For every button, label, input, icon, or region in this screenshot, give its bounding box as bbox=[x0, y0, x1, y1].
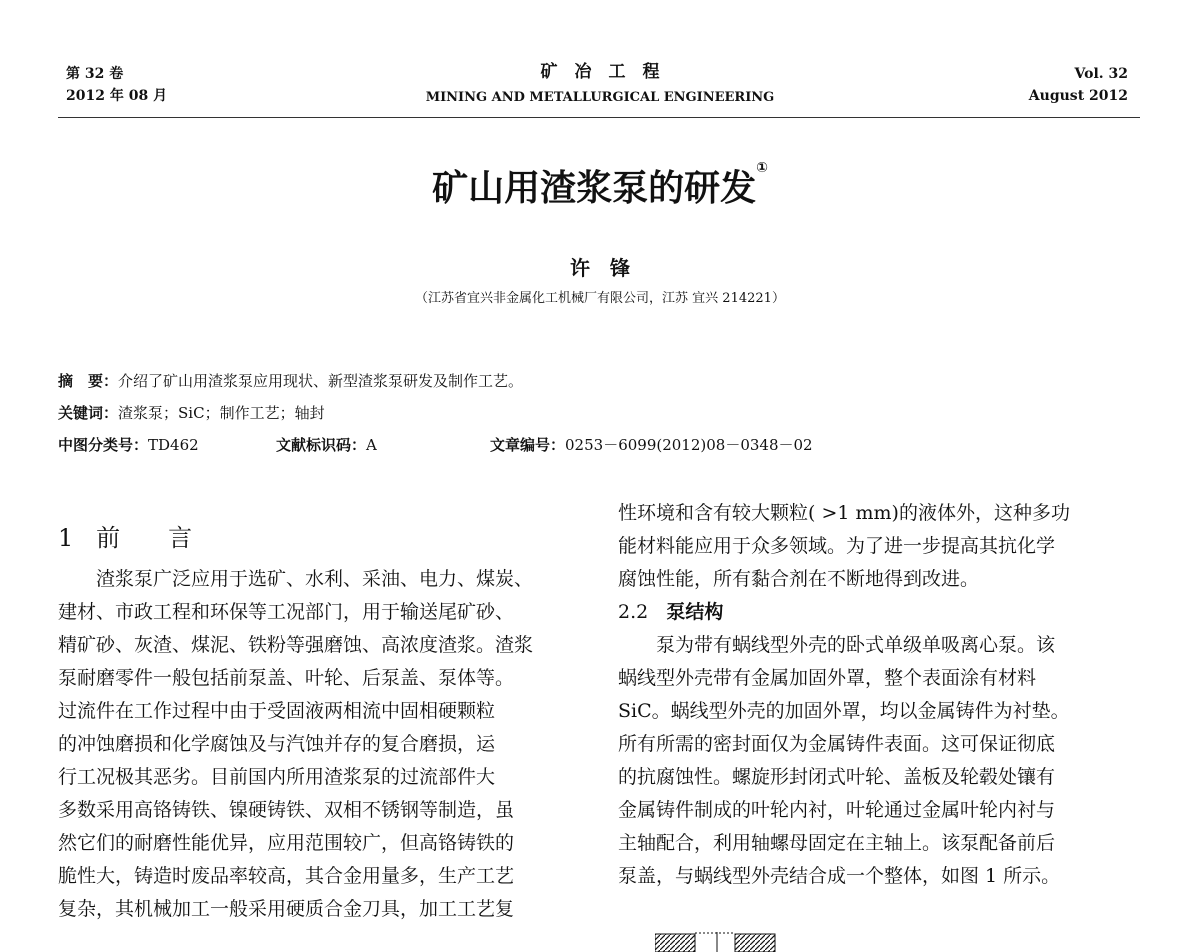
body-line: 泵耐磨零件一般包括前泵盖、叶轮、后泵盖、泵体等。 bbox=[58, 667, 515, 689]
section-number: 1 bbox=[58, 524, 74, 552]
body-line: 的冲蚀磨损和化学腐蚀及与汽蚀并存的复合磨损，运 bbox=[58, 733, 496, 755]
article-number bbox=[490, 434, 813, 455]
affiliation: （江苏省宜兴非金属化工机械厂有限公司，江苏 宜兴 214221） bbox=[415, 291, 785, 306]
keywords bbox=[58, 402, 325, 423]
header-volume: 第 32 卷 bbox=[66, 66, 124, 82]
body-line: 的抗腐蚀性。螺旋形封闭式叶轮、盖板及轮毂处镶有 bbox=[618, 766, 1056, 788]
section-title: 前 言 bbox=[96, 524, 193, 552]
keywords-text: 渣浆泵；SiC；制作工艺；轴封 bbox=[118, 404, 325, 422]
doc-code-value: A bbox=[366, 436, 377, 454]
body-line: 行工况极其恶劣。目前国内所用渣浆泵的过流部件大 bbox=[58, 766, 496, 788]
abstract bbox=[58, 370, 523, 391]
classification bbox=[58, 434, 199, 455]
body-line: SiC。蜗线型外壳的加固外罩，均以金属铸件为衬垫。 bbox=[618, 700, 1070, 722]
body-line: 泵盖，与蜗线型外壳结合成一个整体，如图 1 所示。 bbox=[618, 865, 1061, 887]
document-code bbox=[276, 434, 377, 455]
title-footnote-mark: ① bbox=[756, 160, 768, 176]
figure-1-pump-drawing bbox=[655, 930, 795, 952]
clc-value: TD462 bbox=[148, 436, 199, 454]
header-rule bbox=[58, 117, 1140, 118]
header-date-en: August 2012 bbox=[1028, 88, 1128, 104]
body-line: 主轴配合，利用轴螺母固定在主轴上。该泵配备前后 bbox=[618, 832, 1056, 854]
section-heading bbox=[58, 522, 533, 555]
right-column bbox=[618, 497, 1070, 893]
abstract-label: 摘 要： bbox=[58, 372, 119, 390]
body-line: 性环境和含有较大颗粒( >1 mm)的液体外，这种多功 bbox=[618, 502, 1070, 524]
abstract-text: 介绍了矿山用渣浆泵应用现状、新型渣浆泵研发及制作工艺。 bbox=[118, 372, 524, 390]
body-line: 金属铸件制成的叶轮内衬，叶轮通过金属叶轮内衬与 bbox=[618, 799, 1056, 821]
body-line: 过流件在工作过程中由于受固液两相流中固相硬颗粒 bbox=[58, 700, 496, 722]
paper-title bbox=[0, 160, 1200, 211]
body-line: 渣浆泵广泛应用于选矿、水利、采油、电力、煤炭、 bbox=[96, 568, 534, 590]
author: 许 锋 bbox=[570, 256, 630, 280]
clc-label: 中图分类号： bbox=[58, 436, 149, 454]
body-line: 复杂，其机械加工一般采用硬质合金刀具，加工工艺复 bbox=[58, 898, 515, 920]
body-line: 脆性大，铸造时废品率较高，其合金用量多，生产工艺 bbox=[58, 865, 515, 887]
keywords-label: 关键词： bbox=[58, 404, 119, 422]
body-line: 泵为带有蜗线型外壳的卧式单级单吸离心泵。该 bbox=[656, 634, 1056, 656]
body-line: 然它们的耐磨性能优异，应用范围较广，但高铬铸铁的 bbox=[58, 832, 515, 854]
body-line: 多数采用高铬铸铁、镍硬铸铁、双相不锈钢等制造，虽 bbox=[58, 799, 515, 821]
body-line: 蜗线型外壳带有金属加固外罩，整个表面涂有材料 bbox=[618, 667, 1037, 689]
subsection-title: 泵结构 bbox=[666, 601, 724, 623]
body-line: 所有所需的密封面仅为金属铸件表面。这可保证彻底 bbox=[618, 733, 1056, 755]
subsection-number: 2.2 bbox=[618, 601, 649, 623]
header-vol-en: Vol. 32 bbox=[1074, 66, 1128, 82]
article-no-label: 文章编号： bbox=[490, 436, 566, 454]
left-column bbox=[58, 522, 533, 926]
journal-name-en: MINING AND METALLURGICAL ENGINEERING bbox=[425, 90, 775, 105]
body-line: 腐蚀性能，所有黏合剂在不断地得到改进。 bbox=[618, 568, 980, 590]
doc-code-label: 文献标识码： bbox=[276, 436, 367, 454]
body-line: 建材、市政工程和环保等工况部门，用于输送尾矿砂、 bbox=[58, 601, 515, 623]
journal-name-cn: 矿 冶 工 程 bbox=[540, 62, 660, 82]
title-text: 矿山用渣浆泵的研发 bbox=[432, 168, 757, 209]
body-line: 精矿砂、灰渣、煤泥、铁粉等强磨蚀、高浓度渣浆。渣浆 bbox=[58, 634, 534, 656]
article-no-value: 0253－6099(2012)08－0348－02 bbox=[565, 436, 813, 454]
header-date: 2012 年 08 月 bbox=[66, 88, 168, 104]
body-line: 能材料能应用于众多领域。为了进一步提高其抗化学 bbox=[618, 535, 1056, 557]
subsection-heading bbox=[618, 596, 1070, 629]
